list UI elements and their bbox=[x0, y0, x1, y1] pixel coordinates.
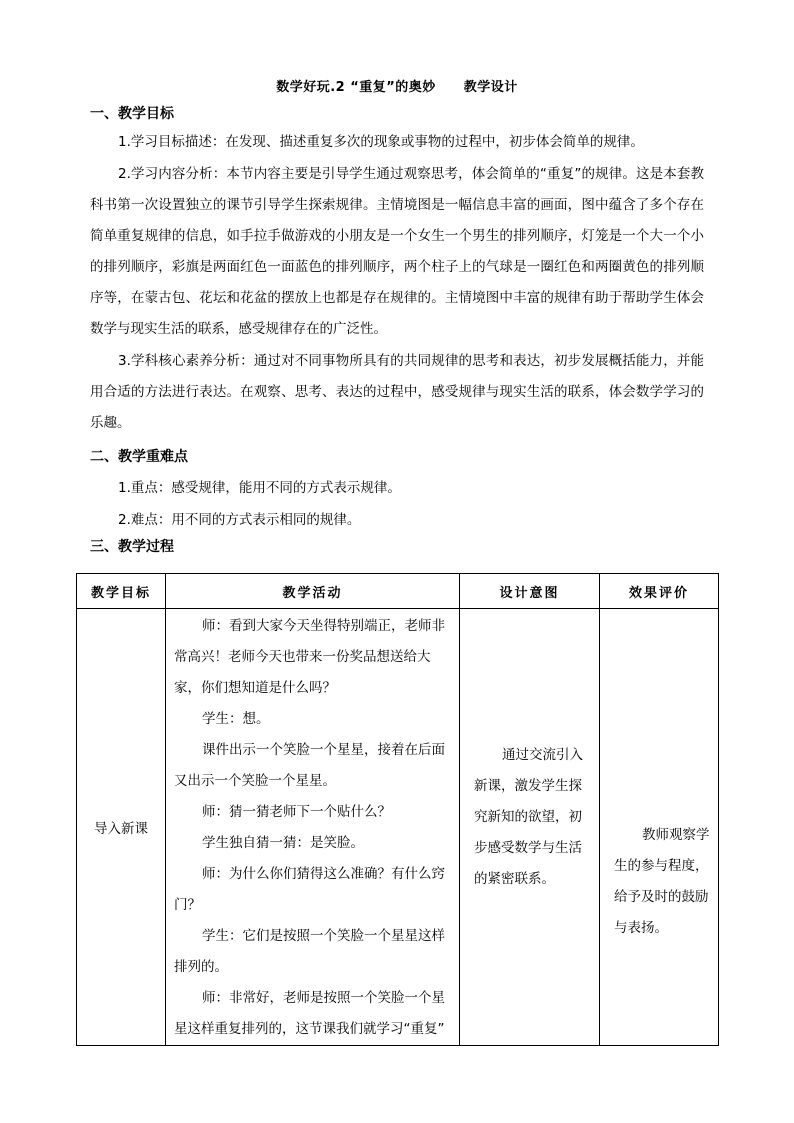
header-intent: 设计意图 bbox=[460, 574, 600, 609]
teaching-process-table bbox=[76, 573, 719, 1046]
header-evaluation: 效果评价 bbox=[600, 574, 719, 609]
activity-line: 师：看到大家今天坐得特别端正，老师非常高兴！老师今天也带来一份奖品想送给大家，你们想知道是什么吗？ bbox=[174, 618, 445, 696]
cell-intent bbox=[460, 609, 600, 1046]
header-goal: 教学目标 bbox=[77, 574, 166, 609]
activity-line: 学生独自猜一猜：是笑脸。 bbox=[202, 835, 364, 851]
evaluation-text: 教师观察学生的参与程度，给予及时的鼓励与表扬。 bbox=[614, 827, 710, 936]
activity-line: 学生：想。 bbox=[202, 711, 270, 727]
activity-line: 师：猜一猜老师下一个贴什么？ bbox=[202, 804, 391, 820]
section-heading-goals: 一、教学目标 bbox=[90, 106, 174, 122]
section-heading-key-points: 二、教学重难点 bbox=[90, 449, 188, 465]
activity-line: 学生：它们是按照一个笑脸一个星星这样排列的。 bbox=[174, 928, 445, 975]
difficulty-item: 2.难点：用不同的方式表示相同的规律。 bbox=[118, 512, 361, 528]
intent-text: 通过交流引入新课，激发学生探究新知的欲望，初步感受数学与生活的紧密联系。 bbox=[474, 746, 583, 887]
activity-line: 课件出示一个笑脸一个星星，接着在后面又出示一个笑脸一个星星。 bbox=[174, 742, 445, 789]
section-heading-process: 三、教学过程 bbox=[90, 539, 174, 555]
cell-goal: 导入新课 bbox=[77, 609, 166, 1046]
paragraph-content-analysis: 2.学习内容分析：本节内容主要是引导学生通过观察思考，体会简单的“重复”的规律。这是本套教科书第一次设置独立的课节引导学生探索规律。主情境图是一幅信息丰富的画面，图中蕴含了多个存在简单重复规律的信息，如手拉手做游戏的小朋友是一个女生一个男生的排列顺序，灯笼是一个大一个小的排列顺序，彩旗是两面红色一面蓝色的排列顺序，两个柱子上的气球是一圈红色和两圈黄色的排列顺序等，在蒙古包、花坛和花盆的摆放上也都是存在规律的。主情境图中丰富的规律有助于帮助学生体会数学与现实生活的联系，感受规律存在的广泛性。 bbox=[90, 166, 704, 337]
paragraph-core-literacy: 3.学科核心素养分析：通过对不同事物所具有的共同规律的思考和表达，初步发展概括能力，并能用合适的方法进行表达。在观察、思考、表达的过程中，感受规律与现实生活的联系，体会数学学习的乐趣。 bbox=[90, 353, 704, 431]
table-header-row bbox=[77, 574, 719, 609]
title-suffix: 教学设计 bbox=[463, 80, 518, 95]
activity-line: 师：为什么你们猜得这么准确？有什么窍门？ bbox=[174, 866, 445, 913]
paragraph-goal-description: 1.学习目标描述：在发现、描述重复多次的现象或事物的过程中，初步体会简单的规律。 bbox=[118, 134, 644, 150]
cell-activity bbox=[166, 609, 460, 1046]
activity-line: 师：非常好，老师是按照一个笑脸一个星星这样重复排列的，这节课我们就学习“重复” bbox=[174, 990, 445, 1037]
cell-evaluation bbox=[600, 609, 719, 1046]
key-point-item: 1.重点：感受规律，能用不同的方式表示规律。 bbox=[118, 480, 401, 496]
header-activity: 教学活动 bbox=[166, 574, 460, 609]
document-title bbox=[0, 76, 794, 95]
title-main: 数学好玩.2 “重复”的奥妙 bbox=[276, 80, 436, 95]
table-row bbox=[77, 609, 719, 1046]
